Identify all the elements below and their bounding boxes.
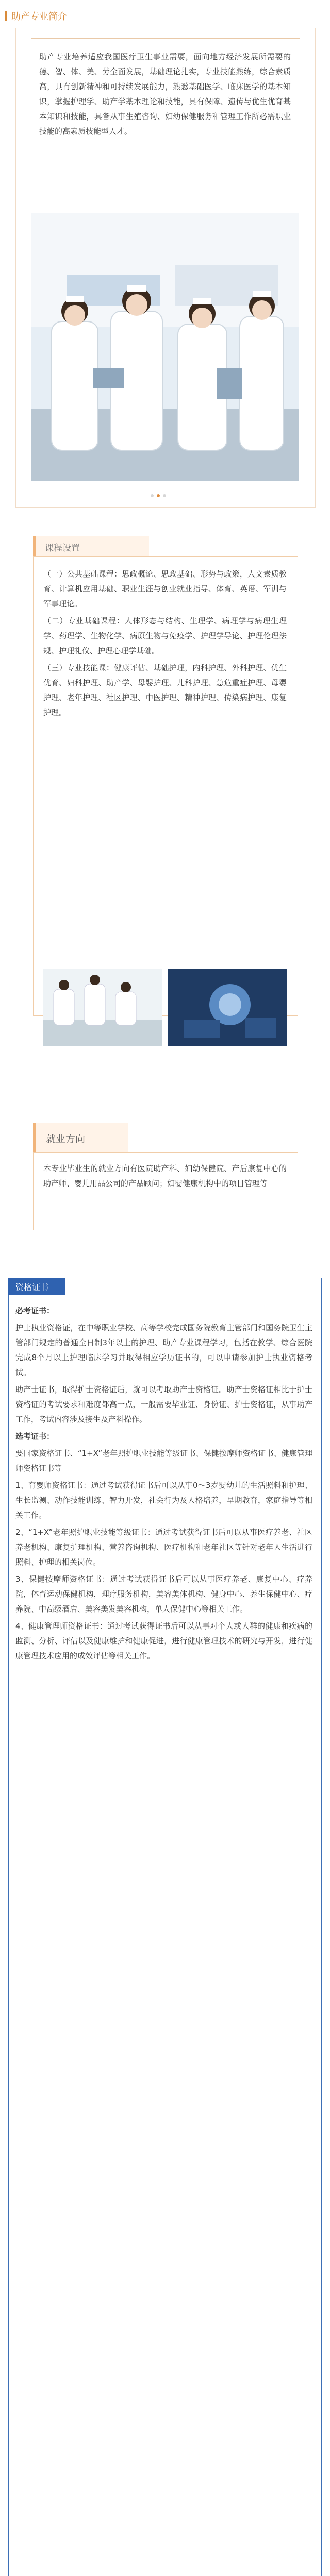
- curriculum-tab-label: 课程设置: [45, 543, 80, 553]
- cert-paragraph-2: 助产士证书，取得护士资格证后，就可以考取助产士资格证。助产士资格证相比于护士资格证的考试要求和难度都高一点，一般需要毕业证、身份证、护士资格证，从事助产工作，考试内容涉及接生及产科操作。: [15, 1385, 312, 1424]
- curriculum-paragraph-2: （二）专业基础课程：人体形态与结构、生理学、病理学与病理生理学、药理学、生物化学、病原生物与免疫学、护理学导论、护理伦理法规、护理礼仪、护理心理学基础。: [43, 616, 287, 655]
- career-tab-label: 就业方向: [46, 1133, 86, 1145]
- cert-paragraph-5: 2、“1+X”老年照护职业技能等级证书：通过考试获得证书后可以从事医疗养老、社区养老机构、康复护理机构、营养咨询机构、医疗机构和老年社区等针对老年人生活进行照料、护理的相关岗位。: [15, 1528, 312, 1567]
- curriculum-photo-lab: [168, 969, 287, 1046]
- certificates-label-text: 资格证书: [15, 1282, 49, 1292]
- curriculum-photo-classroom: [43, 969, 162, 1046]
- carousel-dot[interactable]: [163, 494, 166, 497]
- cert-paragraph-7: 4、健康管理师资格证书：通过考试获得证书后可以从事对个人或人群的健康和疾病的监测、分析、评估以及健康维护和健康促进，进行健康管理技术的研究与开发，进行健康管理技术应用的成效评估等相关工作。: [15, 1621, 312, 1660]
- section-title-intro: 助产专业简介: [11, 9, 67, 23]
- optional-cert-heading: 选考证书：: [15, 1432, 55, 1441]
- curriculum-paragraph-1: （一）公共基础课程：思政概论、思政基础、形势与政策，人文素质教育、计算机应用基础、职业生涯与创业就业指导、体育、英语、军训与军事理论。: [43, 569, 287, 608]
- career-tab: [33, 1123, 128, 1152]
- cert-paragraph-3: 要国家资格证书、“1+X”老年照护职业技能等级证书、保健按摩师资格证书、健康管理师资格证书等: [15, 1449, 312, 1473]
- cert-paragraph-6: 3、保健按摩师资格证书：通过考试获得证书后可以从事医疗养老、康复中心、疗养院，体育运动保健机构，理疗服务机构，美容美体机构、健身中心、养生保健中心、疗养院、中高级酒店、美容美发美容机构，单人保健中心等相关工作。: [15, 1574, 312, 1614]
- curriculum-paragraph-3: （三）专业技能课：健康评估、基础护理，内科护理、外科护理、优生优育、妇科护理、助产学、母婴护理、儿科护理、急危重症护理、母婴护理、老年护理、社区护理、中医护理、精神护理、传染病护理、康复护理。: [43, 663, 287, 717]
- intro-photo-nurses: [31, 213, 299, 481]
- carousel-dot-active[interactable]: [157, 494, 160, 497]
- required-cert-heading: 必考证书：: [15, 1306, 55, 1315]
- certificates-text: [15, 1303, 312, 1664]
- cert-paragraph-1: 护士执业资格证，在中等职业学校、高等学校完成国务院教育主管部门和国务院卫生主管部门规定的普通全日制3年以上的护理、助产专业课程学习，包括在教学、综合医院完成8个月以上护理临床学习并取得相应学历证书的，可以申请参加护士执业资格考试。: [15, 1323, 312, 1377]
- carousel-dot[interactable]: [151, 494, 154, 497]
- carousel-indicator[interactable]: [151, 489, 169, 499]
- career-paragraph: 本专业毕业生的就业方向有医院助产科、妇幼保健院、产后康复中心的助产师、婴儿用品公司的产品顾问；妇婴健康机构中的项目管理等: [43, 1164, 287, 1188]
- certificates-label: [8, 1278, 65, 1295]
- intro-paragraph: 助产专业培养适应我国医疗卫生事业需要，面向地方经济发展所需要的德、智、体、美、劳全面发展，基础理论扎实，专业技能熟练，综合素质高，具有创新精神和可持续发展能力，熟悉基础医学、临床医学的基本知识，掌握护理学、助产学基本理论和技能，具有保障、遗传与优生优育基本知识和技能，具备从事生殖咨询、妇幼保健服务和管理工作所必需职业技能的高素质技能型人才。: [39, 52, 291, 136]
- curriculum-tab: [33, 536, 149, 556]
- curriculum-text: [43, 567, 287, 720]
- cert-paragraph-4: 1、育婴师资格证书：通过考试获得证书后可以从事0～3岁婴幼儿的生活照料和护理、生长监测、动作技能训练、智力开发，社会行为及人格培养，早期教育，家庭指导等相关工作。: [15, 1481, 312, 1520]
